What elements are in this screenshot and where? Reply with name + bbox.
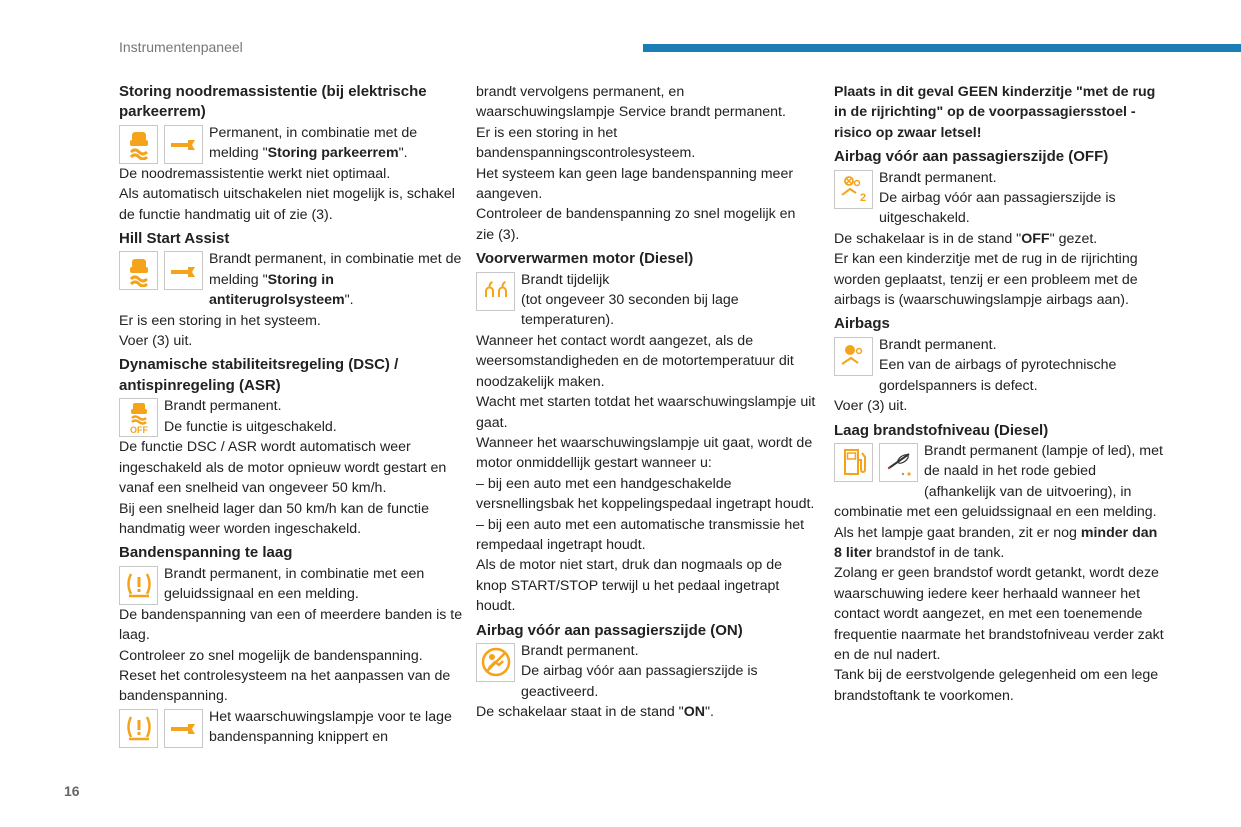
text: De airbag vóór aan passagierszijde is geactiveerd. (521, 663, 758, 700)
warning-block (119, 707, 464, 748)
text: Als het lampje gaat branden, zit er nog (834, 524, 1081, 541)
paragraph: – bij een auto met een handgeschakelde versnellingsbak het koppelingspedaal ingetrapt houdt. (476, 475, 815, 513)
bold-text: OFF (1021, 230, 1050, 247)
text: Brandt permanent, in combinatie met de melding " (209, 251, 462, 288)
fuel-gauge-icon (879, 443, 918, 482)
stability-control-icon (119, 125, 158, 164)
paragraph: De noodremassistentie werkt niet optimaal. (119, 165, 391, 182)
paragraph: Controleer de bandenspanning zo snel mogelijk en zie (3). (476, 206, 796, 243)
paragraph: De bandenspanning van een of meerdere banden is te laag. (119, 606, 463, 644)
bold-text: Storing parkeerrem (267, 145, 399, 162)
warning-block (834, 335, 1169, 396)
text: (tot ongeveer 30 seconden bij lage temperaturen). (521, 292, 739, 329)
airbag-on-icon (476, 643, 515, 682)
warning-block (476, 641, 816, 702)
text: De airbag vóór aan passagierszijde is uitgeschakeld. (879, 190, 1116, 227)
warning-block (119, 249, 464, 310)
heading-tyre-pressure: Bandenspanning te laag (119, 544, 293, 562)
text: Brandt permanent. (879, 169, 997, 186)
heading-preheating: Voorverwarmen motor (Diesel) (476, 250, 694, 268)
fuel-pump-icon (834, 443, 873, 482)
warning-block (119, 564, 464, 605)
airbag-off-icon (834, 170, 873, 209)
tyre-pressure-icon (119, 566, 158, 605)
svg-text:OFF: OFF (129, 424, 148, 434)
text: Permanent, in combinatie met de melding " (209, 124, 418, 162)
paragraph: Als automatisch uitschakelen niet mogelijk is, schakel de functie handmatig uit of zie (3). (119, 186, 455, 223)
section-title: Instrumentenpaneel (119, 39, 243, 55)
text: Brandt tijdelijk (521, 271, 610, 288)
wrench-icon (164, 709, 203, 748)
text: Brandt permanent, in combinatie met een geluidssignaal en een melding. (164, 565, 425, 603)
bold-text: Storing in antiterugrolsysteem (209, 271, 345, 309)
text: Een van de airbags of pyrotechnische gordelspanners is defect. (879, 357, 1117, 394)
airbag-fault-icon (834, 337, 873, 376)
warning-block (834, 168, 1169, 229)
paragraph: Het systeem kan geen lage bandenspanning meer aangeven. (476, 165, 794, 203)
wrench-icon (164, 251, 203, 290)
heading-low-fuel: Laag brandstofniveau (Diesel) (834, 421, 1049, 439)
bold-text: minder dan 8 liter (834, 524, 1158, 561)
paragraph: Er is een storing in het bandenspanningscontrolesysteem. (476, 124, 696, 162)
heading-airbag-off: Airbag vóór aan passagierszijde (OFF) (834, 148, 1109, 166)
column-1 (119, 82, 464, 748)
text: brandstof in de tank. (871, 544, 1005, 561)
heading-emergency-brake-fault: Storing noodremassistentie (bij elektrische parkeerrem) (119, 83, 427, 121)
paragraph: Reset het controlesysteem na het aanpassen van de bandenspanning. (119, 667, 451, 705)
paragraph: De functie DSC / ASR wordt automatisch weer ingeschakeld als de motor opnieuw wordt gestart en vanaf een snelheid van ongeveer 50 km/h. (119, 439, 447, 497)
svg-text:2: 2 (859, 192, 866, 205)
paragraph: Zolang er geen brandstof wordt getankt, wordt deze waarschuwing iedere keer herhaald wanneer het contact wordt aangezet, en met een toenemende frequentie naarmate het brandstofniveau verder zakt en de nul nadert. (834, 565, 1164, 663)
text: Brandt permanent. (879, 336, 997, 353)
paragraph: Er is een storing in het systeem. (119, 312, 321, 329)
warning-block (476, 270, 816, 331)
text: ". (398, 145, 408, 162)
paragraph: Er kan een kinderzitje met de rug in de rijrichting worden geplaatst, tenzij er een probleem met de airbags is (waarschuwingslampje airbags aan). (834, 251, 1138, 309)
paragraph: Wacht met starten totdat het waarschuwingslampje uit gaat. (476, 394, 816, 431)
text: Het waarschuwingslampje voor te lage bandenspanning knippert en (209, 708, 452, 746)
warning-block (119, 396, 464, 437)
text: Brandt permanent (lampje of led), met de naald in het rode gebied (afhankelijk van de uitvoering), in combinatie met een geluidssignaal en een melding. (834, 442, 1163, 521)
section-accent-bar (643, 44, 1241, 52)
paragraph: Als de motor niet start, druk dan nogmaals op de knop START/STOP terwijl u het pedaal ingetrapt houdt. (476, 557, 782, 615)
warning-block (834, 441, 1169, 523)
heading-airbag-on: Airbag vóór aan passagierszijde (ON) (476, 621, 743, 639)
tyre-pressure-icon (119, 709, 158, 748)
text: Brandt permanent. (521, 642, 639, 659)
column-3 (834, 82, 1169, 706)
stability-control-icon (119, 251, 158, 290)
paragraph: Controleer zo snel mogelijk de bandenspanning. (119, 647, 423, 664)
paragraph: Voer (3) uit. (834, 398, 908, 415)
paragraph: Voer (3) uit. (119, 333, 193, 350)
bold-text: ON (683, 704, 706, 721)
paragraph: Wanneer het contact wordt aangezet, als de weersomstandigheden en de motortemperatuur dit noodzakelijk maken. (476, 332, 794, 390)
glow-plug-icon (476, 272, 515, 311)
heading-hill-start-assist: Hill Start Assist (119, 230, 230, 248)
text: ". (344, 292, 354, 309)
wrench-icon (164, 125, 203, 164)
text: De functie is uitgeschakeld. (164, 418, 337, 435)
text: " gezet. (1049, 230, 1098, 247)
paragraph: Bij een snelheid lager dan 50 km/h kan de functie handmatig weer worden ingeschakeld. (119, 500, 429, 537)
warning-block (119, 123, 464, 164)
paragraph: brandt vervolgens permanent, en waarschuwingslampje Service brandt permanent. (476, 84, 786, 121)
paragraph (834, 229, 1169, 249)
paragraph (834, 523, 1169, 564)
column-2 (476, 82, 816, 723)
text: ". (705, 704, 714, 721)
page-number: 16 (64, 783, 80, 799)
text: Brandt permanent. (164, 398, 282, 415)
paragraph: – bij een auto met een automatische transmissie het rempedaal ingetrapt houdt. (476, 516, 805, 553)
text: De schakelaar is in de stand " (834, 230, 1022, 247)
stability-control-off-icon (119, 398, 158, 437)
heading-airbags: Airbags (834, 315, 890, 333)
text: De schakelaar staat in de stand " (476, 704, 684, 721)
child-seat-warning: Plaats in dit geval GEEN kinderzitje "met de rug in de rijrichting" op de voorpassagiersstoel - risico op zwaar letsel! (834, 84, 1156, 141)
paragraph (476, 702, 816, 722)
paragraph: Wanneer het waarschuwingslampje uit gaat, wordt de motor onmiddellijk gestart wanneer u: (476, 434, 813, 472)
heading-dsc-asr: Dynamische stabiliteitsregeling (DSC) / antispinregeling (ASR) (119, 356, 399, 394)
paragraph: Tank bij de eerstvolgende gelegenheid om een lege brandstoftank te voorkomen. (834, 667, 1159, 704)
